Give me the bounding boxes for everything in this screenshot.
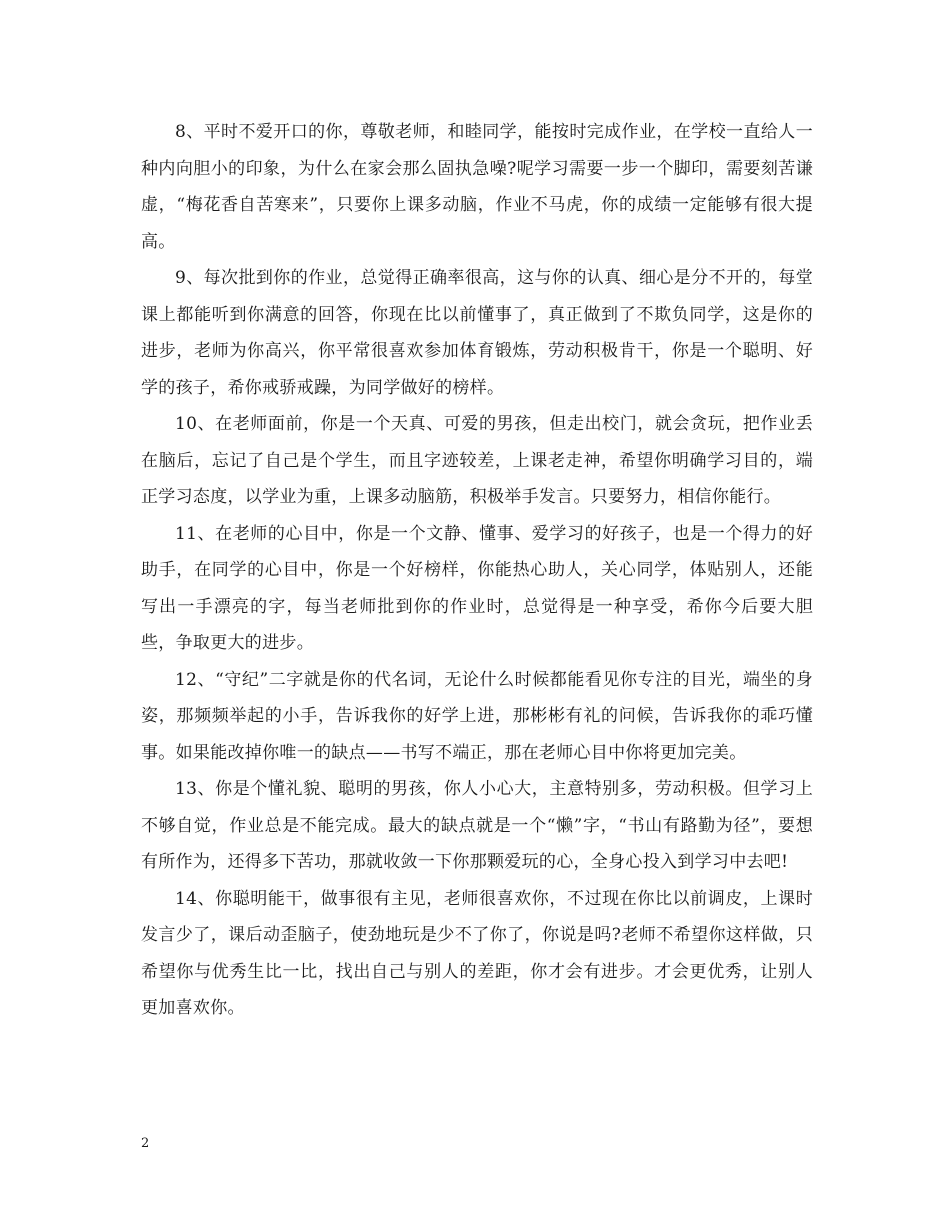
page-number: 2 (141, 1136, 150, 1151)
paragraph-14: 14、你聪明能干，做事很有主见，老师很喜欢你，不过现在你比以前调皮，上课时发言少了，课后动歪脑子，使劲地玩是少不了你了，你说是吗?老师不希望你这样做，只希望你与优秀生比一比，找出自己与别人的差距，你才会有进步。才会更优秀，让别人更加喜欢你。 (141, 888, 813, 1018)
paragraph-13: 13、你是个懂礼貌、聪明的男孩，你人小心大，主意特别多，劳动积极。但学习上不够自觉，作业总是不能完成。最大的缺点就是一个“懒”字，“书山有路勤为径”，要想有所作为，还得多下苦功，那就收敛一下你那颗爱玩的心，全身心投入到学习中去吧! (141, 779, 813, 872)
paragraph-10: 10、在老师面前，你是一个天真、可爱的男孩，但走出校门，就会贪玩，把作业丢在脑后，忘记了自己是个学生，而且字迹较差，上课老走神，希望你明确学习目的，端正学习态度，以学业为重，上课多动脑筋，积极举手发言。只要努力，相信你能行。 (141, 414, 813, 507)
paragraph-12: 12、“守纪”二字就是你的代名词，无论什么时候都能看见你专注的目光，端坐的身姿，那频频举起的小手，告诉我你的好学上进，那彬彬有礼的问候，告诉我你的乖巧懂事。如果能改掉你唯一的缺点——书写不端正，那在老师心目中你将更加完美。 (141, 669, 813, 763)
paragraph-9: 9、每次批到你的作业，总觉得正确率很高，这与你的认真、细心是分不开的，每堂课上都能听到你满意的回答，你现在比以前懂事了，真正做到了不欺负同学，这是你的进步，老师为你高兴，你平常很喜欢参加体育锻炼，劳动积极肯干，你是一个聪明、好学的孩子，希你戒骄戒躁，为同学做好的榜样。 (141, 268, 813, 398)
paragraph-11: 11、在老师的心目中，你是一个文静、懂事、爱学习的好孩子，也是一个得力的好助手，在同学的心目中，你是一个好榜样，你能热心助人，关心同学，体贴别人，还能写出一手漂亮的字，每当老师批到你的作业时，总觉得是一种享受，希你今后要大胆些，争取更大的进步。 (141, 523, 813, 653)
paragraph-8: 8、平时不爱开口的你，尊敬老师，和睦同学，能按时完成作业，在学校一直给人一种内向胆小的印象，为什么在家会那么固执急噪?呢学习需要一步一个脚印，需要刻苦谦虚，“梅花香自苦寒来”，只要你上课多动脑，作业不马虎，你的成绩一定能够有很大提高。 (141, 122, 813, 252)
document-body (141, 114, 813, 1027)
